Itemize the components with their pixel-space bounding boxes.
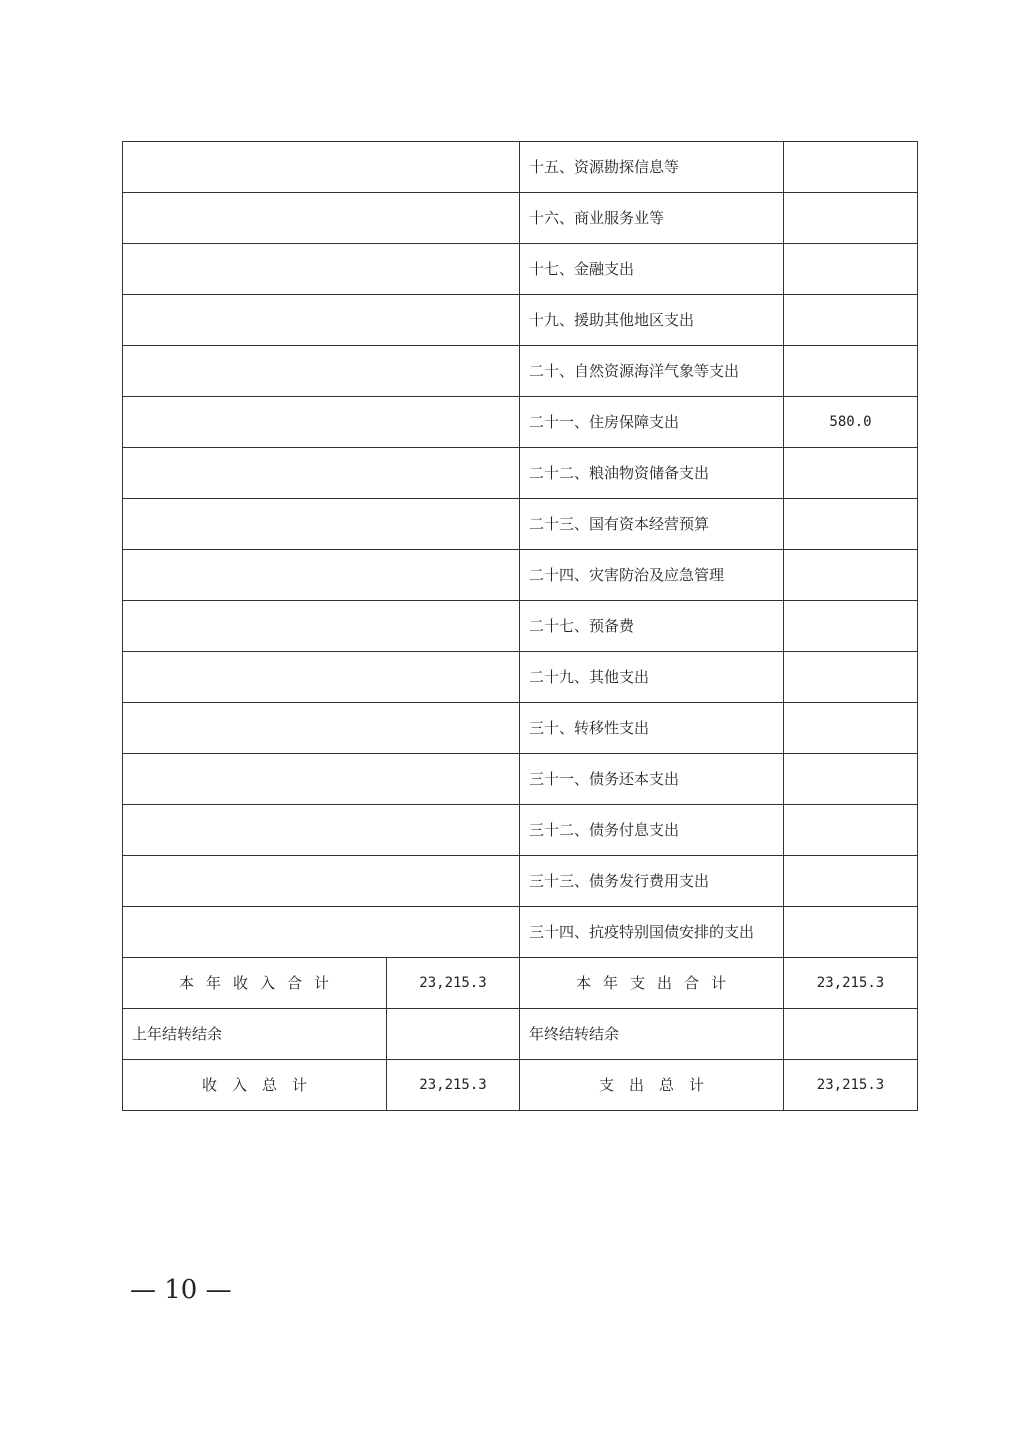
prior-carryover-value [387,1009,520,1060]
expenditure-row [123,193,918,244]
expenditure-item-label: 二十四、灾害防治及应急管理 [520,550,784,601]
income-grand-value: 23,215.3 [387,1060,520,1111]
expenditure-item-amount [784,142,918,193]
expenditure-item-amount [784,805,918,856]
expenditure-item-label: 二十、自然资源海洋气象等支出 [520,346,784,397]
expenditure-row [123,142,918,193]
expenditure-row [123,550,918,601]
grand-total-row [123,1060,918,1111]
expense-total-label: 本年支出合计 [520,958,784,1009]
income-item-cell [123,346,520,397]
expenditure-item-amount [784,550,918,601]
prior-carryover-label: 上年结转结余 [123,1009,387,1060]
income-total-row [123,958,918,1009]
income-item-cell [123,652,520,703]
expenditure-item-label: 三十三、债务发行费用支出 [520,856,784,907]
expense-total-value: 23,215.3 [784,958,918,1009]
expenditure-item-label: 三十、转移性支出 [520,703,784,754]
income-item-cell [123,601,520,652]
income-item-cell [123,244,520,295]
table-body [123,142,918,1111]
expenditure-item-amount [784,703,918,754]
year-end-carryover-value [784,1009,918,1060]
income-total-value: 23,215.3 [387,958,520,1009]
expense-grand-label: 支出总计 [520,1060,784,1111]
income-item-cell [123,193,520,244]
income-item-cell [123,397,520,448]
expenditure-row [123,244,918,295]
expenditure-row [123,397,918,448]
income-item-cell [123,856,520,907]
expenditure-item-amount [784,754,918,805]
expenditure-row [123,805,918,856]
page-number: — 10 — [130,1275,232,1305]
expenditure-item-amount [784,448,918,499]
expenditure-row [123,703,918,754]
expenditure-row [123,856,918,907]
year-end-carryover-label: 年终结转结余 [520,1009,784,1060]
income-item-cell [123,907,520,958]
expenditure-item-label: 三十一、债务还本支出 [520,754,784,805]
expenditure-row [123,448,918,499]
expenditure-item-label: 二十一、住房保障支出 [520,397,784,448]
expenditure-item-label: 三十二、债务付息支出 [520,805,784,856]
income-item-cell [123,499,520,550]
expenditure-row [123,499,918,550]
expenditure-item-label: 二十七、预备费 [520,601,784,652]
expenditure-item-amount [784,601,918,652]
carryover-row [123,1009,918,1060]
income-item-cell [123,295,520,346]
expenditure-item-label: 十七、金融支出 [520,244,784,295]
expenditure-item-label: 三十四、抗疫特别国债安排的支出 [520,907,784,958]
expenditure-item-label: 十五、资源勘探信息等 [520,142,784,193]
expenditure-row [123,601,918,652]
expenditure-item-amount [784,499,918,550]
expenditure-item-amount [784,907,918,958]
expenditure-item-label: 二十九、其他支出 [520,652,784,703]
expense-grand-value: 23,215.3 [784,1060,918,1111]
income-item-cell [123,448,520,499]
expenditure-item-amount [784,193,918,244]
income-item-cell [123,703,520,754]
income-item-cell [123,550,520,601]
expenditure-item-amount [784,652,918,703]
expenditure-row [123,295,918,346]
expenditure-item-label: 十九、援助其他地区支出 [520,295,784,346]
expenditure-item-amount [784,295,918,346]
expenditure-row [123,754,918,805]
income-item-cell [123,754,520,805]
income-item-cell [123,142,520,193]
expenditure-item-amount: 580.0 [784,397,918,448]
budget-table [122,141,918,1111]
expenditure-item-amount [784,346,918,397]
expenditure-row [123,652,918,703]
expenditure-item-label: 二十二、粮油物资储备支出 [520,448,784,499]
income-grand-label: 收入总计 [123,1060,387,1111]
expenditure-row [123,346,918,397]
income-total-label: 本年收入合计 [123,958,387,1009]
expenditure-item-label: 二十三、国有资本经营预算 [520,499,784,550]
expenditure-row [123,907,918,958]
income-item-cell [123,805,520,856]
expenditure-item-label: 十六、商业服务业等 [520,193,784,244]
expenditure-item-amount [784,244,918,295]
expenditure-item-amount [784,856,918,907]
